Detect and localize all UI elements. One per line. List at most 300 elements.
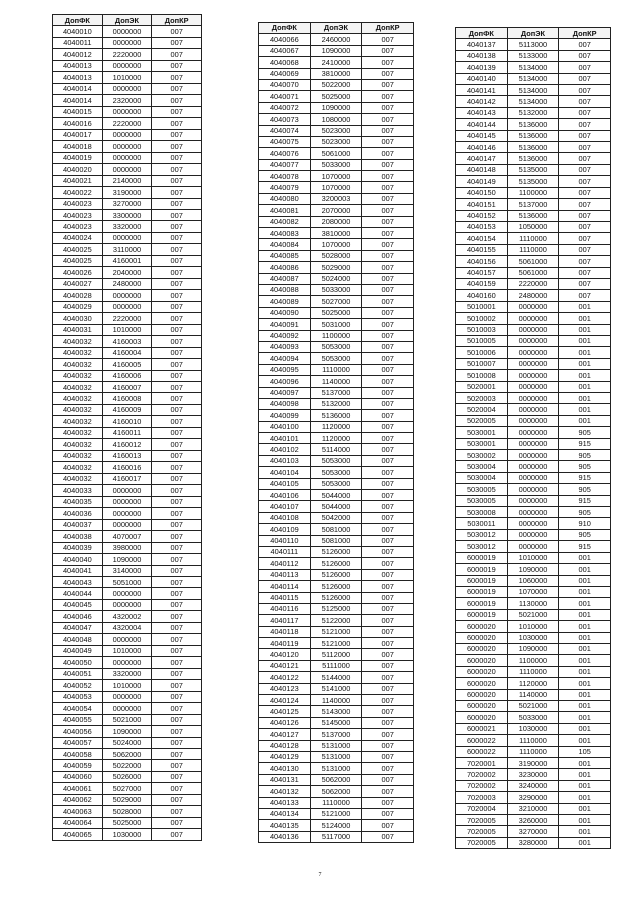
dopfk-cell: 7020005: [456, 826, 508, 837]
dopfk-cell: 4040089: [259, 296, 311, 307]
dopfk-cell: 4040101: [259, 433, 311, 444]
dopkr-cell: 007: [152, 209, 202, 220]
dopek-cell: 0000000: [102, 634, 152, 645]
dopkr-cell: 007: [559, 256, 611, 267]
table-row: [53, 634, 202, 645]
dopfk-cell: 4040118: [259, 626, 311, 637]
dopek-cell: 1070000: [310, 239, 362, 250]
dopfk-cell: 4040124: [259, 695, 311, 706]
table-row: [456, 564, 611, 575]
dopek-cell: 5028000: [102, 806, 152, 817]
dopfk-cell: 4040132: [259, 786, 311, 797]
table-row: [456, 393, 611, 404]
dopfk-cell: 6000020: [456, 712, 508, 723]
dopkr-cell: 007: [362, 706, 414, 717]
dopek-cell: 5027000: [102, 783, 152, 794]
dopfk-cell: 4040123: [259, 683, 311, 694]
table-row: [259, 660, 414, 671]
dopfk-cell: 4040119: [259, 638, 311, 649]
table-row: [53, 749, 202, 760]
dopfk-cell: 4040109: [259, 524, 311, 535]
dopkr-cell: 007: [152, 714, 202, 725]
dopkr-cell: 007: [362, 752, 414, 763]
table-row: [53, 450, 202, 461]
dopek-cell: 4320004: [102, 622, 152, 633]
dopfk-cell: 4040127: [259, 729, 311, 740]
dopkr-cell: 007: [152, 749, 202, 760]
dopkr-cell: 007: [559, 290, 611, 301]
dopkr-cell: 007: [559, 233, 611, 244]
dopek-cell: 4160004: [102, 347, 152, 358]
dopfk-cell: 4040103: [259, 455, 311, 466]
dopkr-cell: 001: [559, 598, 611, 609]
table-row: [53, 508, 202, 519]
table-row: [456, 461, 611, 472]
dopek-cell: 4160010: [102, 416, 152, 427]
dopfk-cell: 6000020: [456, 655, 508, 666]
table-row: [456, 758, 611, 769]
dopek-cell: 1090000: [310, 45, 362, 56]
dopkr-cell: 007: [362, 626, 414, 637]
dopek-cell: 5033000: [310, 159, 362, 170]
dopkr-cell: 007: [362, 239, 414, 250]
table-row: [259, 262, 414, 273]
table-row: [456, 199, 611, 210]
dopek-cell: 2480000: [507, 290, 559, 301]
dopfk-cell: 4040058: [53, 749, 103, 760]
dopfk-cell: 4040145: [456, 130, 508, 141]
dopek-cell: 3190000: [507, 758, 559, 769]
table-row: [53, 680, 202, 691]
table-row: [53, 152, 202, 163]
dopfk-cell: 4040045: [53, 599, 103, 610]
table-row: [53, 496, 202, 507]
dopkr-cell: 007: [152, 359, 202, 370]
dopfk-cell: 4040010: [53, 26, 103, 37]
dopfk-cell: 4040032: [53, 393, 103, 404]
dopfk-cell: 4040012: [53, 49, 103, 60]
dopfk-cell: 4040138: [456, 50, 508, 61]
dopkr-cell: 007: [559, 96, 611, 107]
table-row: [456, 632, 611, 643]
dopfk-cell: 4040086: [259, 262, 311, 273]
dopfk-cell: 4040136: [259, 831, 311, 842]
table-row: [53, 175, 202, 186]
dopkr-cell: 007: [152, 267, 202, 278]
dopek-cell: 5126000: [310, 569, 362, 580]
table-row: [456, 780, 611, 791]
dopek-cell: 3190000: [102, 187, 152, 198]
dopkr-cell: 905: [559, 529, 611, 540]
table-row: [259, 558, 414, 569]
dopek-cell: 0000000: [102, 301, 152, 312]
dopfk-cell: 4040080: [259, 193, 311, 204]
dopkr-cell: 007: [559, 73, 611, 84]
dopkr-cell: 001: [559, 826, 611, 837]
table-row: [456, 438, 611, 449]
dopkr-cell: 007: [362, 831, 414, 842]
dopfk-cell: 4040020: [53, 164, 103, 175]
dopfk-cell: 4040077: [259, 159, 311, 170]
table-column-2: [258, 22, 414, 843]
dopek-cell: 5051000: [102, 576, 152, 587]
dopkr-cell: 007: [152, 313, 202, 324]
dopek-cell: 5061000: [310, 148, 362, 159]
table-row: [53, 783, 202, 794]
dopek-cell: 2220000: [102, 313, 152, 324]
dopek-cell: 5029000: [310, 262, 362, 273]
dopfk-cell: 4040019: [53, 152, 103, 163]
dopek-cell: 5134000: [507, 73, 559, 84]
dopkr-cell: 007: [152, 450, 202, 461]
dopkr-cell: 007: [152, 668, 202, 679]
dopfk-cell: 4040093: [259, 341, 311, 352]
dopek-cell: 5023000: [310, 125, 362, 136]
table-row: [259, 68, 414, 79]
dopkr-cell: 007: [152, 164, 202, 175]
dopek-cell: 1090000: [102, 554, 152, 565]
dopkr-cell: 001: [559, 324, 611, 335]
dopfk-cell: 6000019: [456, 586, 508, 597]
table-row: [456, 723, 611, 734]
dopkr-cell: 007: [152, 496, 202, 507]
dopkr-cell: 007: [152, 576, 202, 587]
table-row: [53, 164, 202, 175]
dopfk-cell: 4040069: [259, 68, 311, 79]
table-row: [259, 410, 414, 421]
dopkr-cell: 007: [152, 519, 202, 530]
dopfk-cell: 4040055: [53, 714, 103, 725]
dopek-cell: 1120000: [310, 433, 362, 444]
dopek-cell: 5132000: [310, 398, 362, 409]
dopek-cell: 0000000: [507, 415, 559, 426]
table-row: [53, 760, 202, 771]
dopkr-cell: 007: [362, 581, 414, 592]
dopek-cell: 1080000: [310, 114, 362, 125]
dopfk-cell: 4040151: [456, 199, 508, 210]
dopfk-cell: 5010005: [456, 335, 508, 346]
table-row: [259, 319, 414, 330]
dopkr-cell: 001: [559, 723, 611, 734]
dopkr-cell: 007: [152, 634, 202, 645]
table-row: [456, 244, 611, 255]
dopfk-cell: 6000020: [456, 689, 508, 700]
dopfk-cell: 4040143: [456, 107, 508, 118]
dopfk-cell: 4040115: [259, 592, 311, 603]
dopek-cell: 0000000: [102, 83, 152, 94]
table-row: [53, 347, 202, 358]
dopek-cell: 5081000: [310, 535, 362, 546]
dopek-cell: 3230000: [507, 769, 559, 780]
dopkr-cell: 007: [362, 262, 414, 273]
page-number: 7: [318, 872, 322, 878]
dopkr-cell: 007: [152, 198, 202, 209]
dopek-cell: 0000000: [507, 529, 559, 540]
dopfk-cell: 6000019: [456, 575, 508, 586]
table-column-3: [455, 27, 611, 849]
dopkr-cell: 007: [152, 393, 202, 404]
dopek-cell: 5024000: [310, 273, 362, 284]
dopek-cell: 5022000: [310, 79, 362, 90]
dopkr-cell: 007: [152, 691, 202, 702]
dopfk-cell: 5030008: [456, 507, 508, 518]
table-row: [53, 691, 202, 702]
dopek-cell: 5062000: [310, 774, 362, 785]
table-row: [456, 495, 611, 506]
table-row: [53, 714, 202, 725]
dopkr-cell: 007: [152, 611, 202, 622]
table-row: [53, 771, 202, 782]
dopfk-cell: 4040057: [53, 737, 103, 748]
dopfk-cell: 4040128: [259, 740, 311, 751]
table-row: [456, 62, 611, 73]
dopek-cell: 0000000: [507, 404, 559, 415]
dopek-cell: 5053000: [310, 467, 362, 478]
table-row: [456, 586, 611, 597]
dopek-cell: 5137000: [310, 387, 362, 398]
dopek-cell: 4160017: [102, 473, 152, 484]
dopfk-cell: 4040114: [259, 581, 311, 592]
dopek-cell: 5031000: [310, 319, 362, 330]
table-row: [259, 672, 414, 683]
dopek-cell: 1010000: [507, 621, 559, 632]
dopek-cell: 0000000: [102, 703, 152, 714]
dopfk-cell: 4040071: [259, 91, 311, 102]
dopfk-cell: 4040013: [53, 60, 103, 71]
table-row: [259, 729, 414, 740]
dopfk-cell: 4040029: [53, 301, 103, 312]
dopfk-cell: 4040079: [259, 182, 311, 193]
dopkr-cell: 007: [362, 353, 414, 364]
dopfk-cell: 4040074: [259, 125, 311, 136]
dopek-cell: 5137000: [507, 199, 559, 210]
table-row: [259, 797, 414, 808]
column-header: ДопКР: [362, 23, 414, 34]
dopkr-cell: 007: [152, 473, 202, 484]
table-row: [53, 187, 202, 198]
dopfk-cell: 5010002: [456, 313, 508, 324]
table-row: [53, 622, 202, 633]
dopkr-cell: 007: [362, 125, 414, 136]
dopfk-cell: 4040038: [53, 531, 103, 542]
table-row: [456, 324, 611, 335]
table-row: [456, 746, 611, 757]
dopkr-cell: 007: [362, 330, 414, 341]
dopkr-cell: 007: [362, 45, 414, 56]
dopek-cell: 3810000: [310, 68, 362, 79]
table-row: [53, 611, 202, 622]
table-row: [259, 752, 414, 763]
dopek-cell: 0000000: [102, 37, 152, 48]
table-row: [53, 588, 202, 599]
dopfk-cell: 5030005: [456, 495, 508, 506]
dopfk-cell: 4040156: [456, 256, 508, 267]
dopkr-cell: 007: [362, 569, 414, 580]
dopek-cell: 0000000: [507, 438, 559, 449]
column-header: ДопФК: [259, 23, 311, 34]
table-row: [456, 39, 611, 50]
dopkr-cell: 007: [559, 244, 611, 255]
dopek-cell: 0000000: [102, 106, 152, 117]
dopkr-cell: 007: [152, 462, 202, 473]
table-row: [53, 26, 202, 37]
dopfk-cell: 4040062: [53, 794, 103, 805]
dopkr-cell: 007: [362, 603, 414, 614]
dopek-cell: 0000000: [102, 290, 152, 301]
dopek-cell: 5021000: [507, 700, 559, 711]
dopkr-cell: 007: [152, 336, 202, 347]
dopfk-cell: 4040032: [53, 450, 103, 461]
dopek-cell: 5124000: [310, 820, 362, 831]
dopfk-cell: 6000020: [456, 700, 508, 711]
dopek-cell: 5126000: [310, 592, 362, 603]
dopek-cell: 0000000: [102, 232, 152, 243]
dopek-cell: 0000000: [507, 427, 559, 438]
dopek-cell: 5132000: [507, 107, 559, 118]
table-row: [259, 125, 414, 136]
table-row: [259, 490, 414, 501]
dopfk-cell: 4040016: [53, 118, 103, 129]
dopfk-cell: 4040026: [53, 267, 103, 278]
dopfk-cell: 4040011: [53, 37, 103, 48]
dopkr-cell: 001: [559, 712, 611, 723]
dopkr-cell: 007: [152, 508, 202, 519]
dopfk-cell: 4040059: [53, 760, 103, 771]
dopek-cell: 5028000: [310, 250, 362, 261]
table-row: [53, 806, 202, 817]
dopfk-cell: 4040065: [53, 829, 103, 840]
dopfk-cell: 4040013: [53, 72, 103, 83]
dopek-cell: 0000000: [102, 588, 152, 599]
dopfk-cell: 5010007: [456, 358, 508, 369]
table-row: [456, 769, 611, 780]
dopek-cell: 0000000: [507, 324, 559, 335]
dopek-cell: 1090000: [102, 726, 152, 737]
dopkr-cell: 007: [152, 645, 202, 656]
dopkr-cell: 007: [152, 427, 202, 438]
dopkr-cell: 001: [559, 586, 611, 597]
table-row: [259, 102, 414, 113]
dopek-cell: 0000000: [102, 60, 152, 71]
table-row: [456, 358, 611, 369]
table-row: [53, 416, 202, 427]
table-row: [53, 37, 202, 48]
dopek-cell: 5023000: [310, 136, 362, 147]
dopek-cell: 1070000: [310, 182, 362, 193]
table-row: [53, 313, 202, 324]
table-row: [456, 415, 611, 426]
table-row: [259, 467, 414, 478]
dopkr-cell: 007: [559, 176, 611, 187]
dopek-cell: 0000000: [507, 370, 559, 381]
dopfk-cell: 4040100: [259, 421, 311, 432]
dopkr-cell: 007: [152, 657, 202, 668]
dopek-cell: 5024000: [102, 737, 152, 748]
dopek-cell: 5081000: [310, 524, 362, 535]
dopkr-cell: 007: [152, 278, 202, 289]
table-row: [259, 706, 414, 717]
table-row: [53, 599, 202, 610]
dopkr-cell: 007: [152, 106, 202, 117]
dopfk-cell: 6000022: [456, 735, 508, 746]
dopek-cell: 0000000: [102, 152, 152, 163]
table-row: [259, 330, 414, 341]
table-row: [259, 717, 414, 728]
table-row: [456, 96, 611, 107]
dopek-cell: 5121000: [310, 808, 362, 819]
dopek-cell: 5136000: [507, 130, 559, 141]
dopkr-cell: 007: [559, 278, 611, 289]
dopek-cell: 1120000: [507, 678, 559, 689]
dopek-cell: 1010000: [102, 680, 152, 691]
dopkr-cell: 007: [152, 829, 202, 840]
dopek-cell: 4160003: [102, 336, 152, 347]
dopkr-cell: 007: [152, 680, 202, 691]
dopfk-cell: 4040017: [53, 129, 103, 140]
dopfk-cell: 4040053: [53, 691, 103, 702]
dopfk-cell: 4040142: [456, 96, 508, 107]
dopfk-cell: 4040072: [259, 102, 311, 113]
dopek-cell: 5137000: [310, 729, 362, 740]
dopfk-cell: 5030012: [456, 541, 508, 552]
dopfk-cell: 4040032: [53, 347, 103, 358]
dopfk-cell: 4040160: [456, 290, 508, 301]
dopfk-cell: 4040032: [53, 427, 103, 438]
table-row: [259, 341, 414, 352]
table-row: [456, 472, 611, 483]
dopkr-cell: 007: [362, 729, 414, 740]
dopfk-cell: 5030001: [456, 427, 508, 438]
dopek-cell: 1090000: [507, 564, 559, 575]
dopkr-cell: 007: [559, 210, 611, 221]
table-row: [456, 837, 611, 848]
dopfk-cell: 5010001: [456, 301, 508, 312]
dopfk-cell: 4040018: [53, 141, 103, 152]
dopek-cell: 3210000: [507, 803, 559, 814]
table-row: [259, 695, 414, 706]
dopfk-cell: 4040154: [456, 233, 508, 244]
dopkr-cell: 007: [152, 783, 202, 794]
dopkr-cell: 007: [152, 760, 202, 771]
table-row: [456, 598, 611, 609]
dopek-cell: 4160008: [102, 393, 152, 404]
dopek-cell: 0000000: [507, 450, 559, 461]
dopfk-cell: 6000020: [456, 643, 508, 654]
dopkr-cell: 007: [559, 130, 611, 141]
dopek-cell: 2220000: [102, 118, 152, 129]
dopek-cell: 1110000: [310, 364, 362, 375]
dopkr-cell: 007: [152, 404, 202, 415]
dopek-cell: 4070007: [102, 531, 152, 542]
dopfk-cell: 5020004: [456, 404, 508, 415]
dopfk-cell: 4040157: [456, 267, 508, 278]
dopkr-cell: 007: [152, 60, 202, 71]
dopkr-cell: 007: [362, 91, 414, 102]
dopkr-cell: 007: [362, 341, 414, 352]
dopkr-cell: 007: [152, 817, 202, 828]
table-row: [456, 404, 611, 415]
table-row: [259, 307, 414, 318]
dopek-cell: 5136000: [507, 210, 559, 221]
table-row: [53, 531, 202, 542]
dopek-cell: 0000000: [507, 495, 559, 506]
dopfk-cell: 4040139: [456, 62, 508, 73]
table-row: [53, 106, 202, 117]
table-row: [456, 552, 611, 563]
dopek-cell: 0000000: [507, 358, 559, 369]
dopkr-cell: 001: [559, 381, 611, 392]
dopek-cell: 4160011: [102, 427, 152, 438]
